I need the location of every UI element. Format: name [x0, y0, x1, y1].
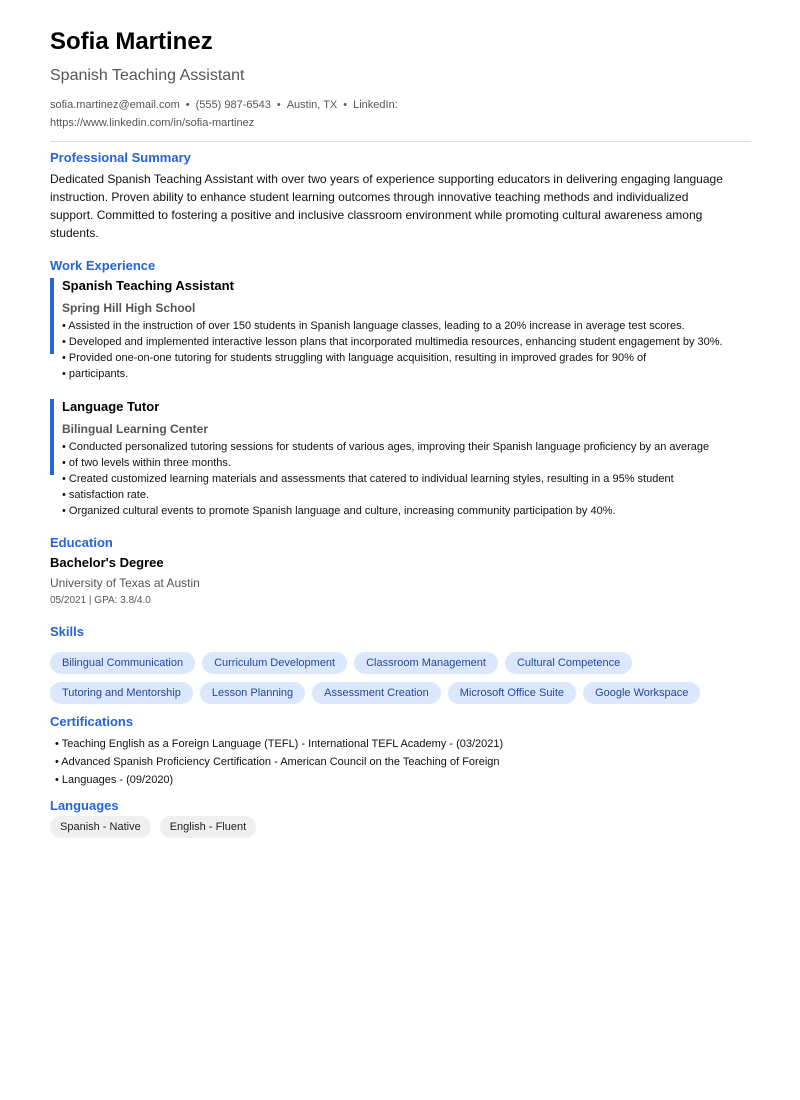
certifications-list: [50, 735, 751, 789]
certification-line: • Languages - (09/2020): [55, 774, 174, 786]
skill-chip: Curriculum Development: [202, 652, 347, 674]
language-chip: Spanish - Native: [50, 816, 151, 838]
job-bullet: • Conducted personalized tutoring sessions for students of various ages, improving their Spanish language proficiency by an average: [62, 441, 710, 453]
job-bullets: [62, 439, 751, 519]
summary-line: Dedicated Spanish Teaching Assistant with over two years of experience supporting educators in delivering engaging language: [50, 172, 723, 186]
section-title-languages: Languages: [50, 798, 119, 813]
summary-text: [50, 170, 751, 242]
job-accent-bar: [50, 278, 54, 354]
education-school: University of Texas at Austin: [50, 576, 200, 590]
contact-line-1: [50, 96, 751, 114]
certification-line: • Advanced Spanish Proficiency Certification - American Council on the Teaching of Foreign: [55, 756, 500, 768]
skill-chip: Bilingual Communication: [50, 652, 195, 674]
education-meta: 05/2021 | GPA: 3.8/4.0: [50, 595, 151, 606]
job-accent-bar: [50, 399, 54, 475]
contact-location: Austin, TX: [286, 99, 338, 111]
header-divider: [50, 141, 751, 142]
summary-line: students.: [50, 226, 99, 240]
language-chip: English - Fluent: [160, 816, 256, 838]
contact-phone: (555) 987-6543: [195, 99, 271, 111]
job-bullet: • of two levels within three months.: [62, 457, 231, 469]
contact-separator: •: [185, 99, 190, 111]
contact-linkedin-label: LinkedIn:: [353, 99, 398, 111]
job-entry: [50, 399, 751, 519]
summary-line: instruction. Proven ability to enhance student learning outcomes through innovative teaching methods and individualized: [50, 190, 689, 204]
job-bullet: • participants.: [62, 368, 129, 380]
section-title-certifications: Certifications: [50, 714, 134, 729]
skill-chip: Assessment Creation: [312, 682, 441, 704]
skill-chip: Google Workspace: [583, 682, 700, 704]
job-bullet: • Organized cultural events to promote Spanish language and culture, increasing community participation by 40%.: [62, 505, 616, 517]
job-title: Spanish Teaching Assistant: [62, 278, 234, 293]
certification-line: • Teaching English as a Foreign Language (TEFL) - International TEFL Academy - (03/2021): [55, 738, 504, 750]
candidate-headline: Spanish Teaching Assistant: [50, 67, 245, 84]
job-bullet: • satisfaction rate.: [62, 489, 150, 501]
skill-chip: Cultural Competence: [505, 652, 632, 674]
job-bullet: • Created customized learning materials and assessments that catered to individual learning styles, resulting in a 95% student: [62, 473, 674, 485]
job-company: Spring Hill High School: [62, 301, 196, 315]
skill-chip: Tutoring and Mentorship: [50, 682, 193, 704]
candidate-name: Sofia Martinez: [50, 28, 213, 55]
education-degree: Bachelor's Degree: [50, 555, 164, 570]
section-title-summary: Professional Summary: [50, 150, 191, 165]
languages-list: [50, 816, 751, 838]
contact-separator: •: [343, 99, 348, 111]
job-bullet: • Developed and implemented interactive lesson plans that incorporated multimedia resources, enhancing student engagement by 30%.: [62, 336, 723, 348]
section-title-education: Education: [50, 535, 113, 550]
job-bullet: • Assisted in the instruction of over 150 students in Spanish language classes, leading to a 20% increase in average test scores.: [62, 320, 685, 332]
section-title-experience: Work Experience: [50, 258, 156, 273]
job-entry: [50, 278, 751, 382]
contact-separator: •: [276, 99, 281, 111]
job-bullet: • Provided one-on-one tutoring for students struggling with language acquisition, resulting in improved grades for 90% of: [62, 352, 647, 364]
job-bullets: [62, 318, 751, 382]
skill-chip: Classroom Management: [354, 652, 498, 674]
skill-chip: Lesson Planning: [200, 682, 305, 704]
summary-line: support. Committed to fostering a positive and inclusive classroom environment while promoting cultural awareness among: [50, 208, 703, 222]
skills-list: [50, 652, 751, 704]
job-company: Bilingual Learning Center: [62, 422, 209, 436]
job-title: Language Tutor: [62, 399, 160, 414]
skill-chip: Microsoft Office Suite: [448, 682, 576, 704]
contact-email[interactable]: sofia.martinez@email.com: [50, 99, 180, 111]
contact-linkedin-url[interactable]: https://www.linkedin.com/in/sofia-martinez: [50, 117, 255, 129]
section-title-skills: Skills: [50, 624, 84, 639]
contact-info: [50, 96, 751, 132]
